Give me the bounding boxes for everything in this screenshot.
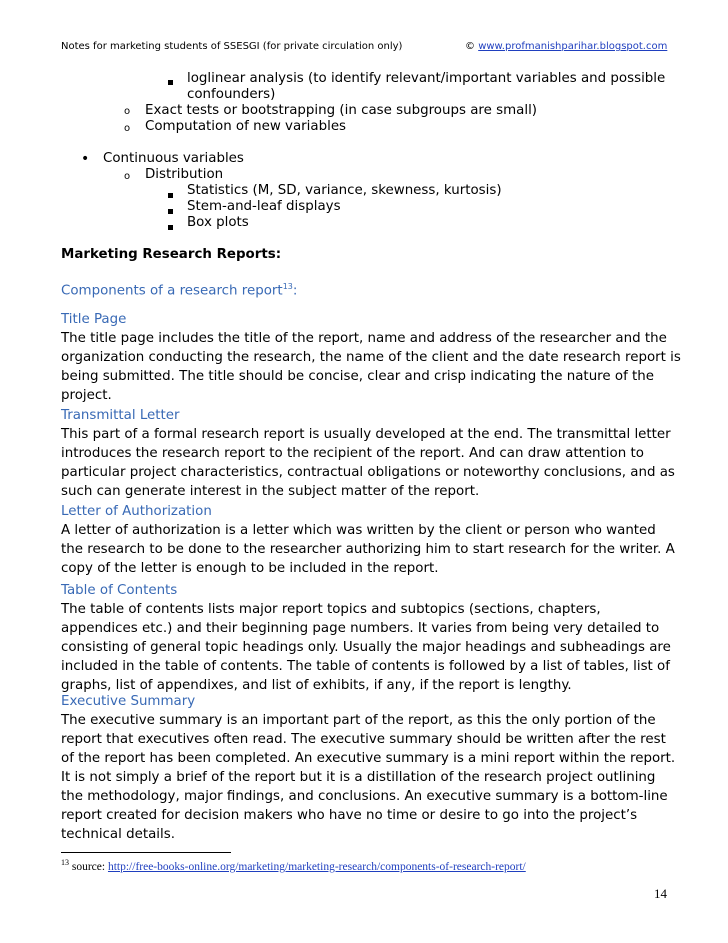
- paragraph-line: consisting of general topic headings only. Usually the major headings and subheadings are: [61, 640, 671, 655]
- paragraph-line: organization conducting the research, the name of the client and the date research report is: [61, 350, 681, 365]
- square-bullet-icon: [168, 219, 173, 235]
- paragraph-line: The executive summary is an important part of the report, as this the only portion of the: [61, 713, 656, 728]
- paragraph-line: The table of contents lists major report topics and subtopics (sections, chapters,: [61, 602, 601, 617]
- paragraph-line: being submitted. The title should be concise, clear and crisp indicating the nature of the: [61, 369, 655, 384]
- paragraph-line: the research to be done to the researcher authorizing him to start research for the writer. A: [61, 542, 675, 557]
- circle-bullet-icon: o: [124, 123, 131, 134]
- components-heading: [61, 279, 297, 299]
- blog-link[interactable]: www.profmanishparihar.blogspot.com: [478, 41, 668, 52]
- transmittal-section: [61, 406, 676, 501]
- list-item-statistics: Statistics (M, SD, variance, skewness, kurtosis): [187, 183, 502, 198]
- executive-heading: Executive Summary: [61, 694, 196, 709]
- circle-bullet-icon: o: [124, 171, 131, 182]
- paragraph-line: the methodology, major findings, and conclusions. An executive summary is a bottom-line: [61, 789, 668, 804]
- section-heading: Marketing Research Reports:: [61, 247, 282, 262]
- list-item-stem-leaf: Stem-and-leaf displays: [187, 199, 341, 214]
- paragraph-line: The title page includes the title of the report, name and address of the researcher and the: [61, 331, 667, 346]
- toc-heading: Table of Contents: [61, 583, 178, 598]
- header-copyright: [465, 41, 667, 52]
- paragraph-line: report that executives often read. The executive summary should be written after the rest: [61, 732, 666, 747]
- footnote-number: 13: [61, 858, 69, 867]
- paragraph-line: It is not simply a brief of the report but it is a distillation of the research project outlining: [61, 770, 656, 785]
- paragraph-line: of the report has been completed. An executive summary is a mini report within the report.: [61, 751, 676, 766]
- square-bullet-icon: [168, 187, 173, 203]
- title-page-section: [61, 310, 681, 405]
- paragraph-line: A letter of authorization is a letter which was written by the client or person who wanted: [61, 523, 656, 538]
- paragraph-line: introduces the research report to the recipient of the report. And can draw attention to: [61, 446, 644, 461]
- paragraph-line: particular project characteristics, contractual obligations or noteworthy conclusions, and as: [61, 465, 675, 480]
- authorization-section: [61, 502, 676, 578]
- title-page-heading: Title Page: [61, 312, 127, 327]
- list-item-loglinear: loglinear analysis (to identify relevant/important variables and possible: [187, 71, 666, 86]
- disc-bullet-icon: •: [81, 151, 90, 167]
- paragraph-line: appendices etc.) and their beginning page numbers. It varies from being very detailed to: [61, 621, 660, 636]
- paragraph-line: copy of the letter is enough to be included in the report.: [61, 561, 439, 576]
- list-item-continuous: Continuous variables: [103, 151, 244, 166]
- transmittal-heading: Transmittal Letter: [61, 408, 180, 423]
- executive-section: [61, 692, 676, 844]
- paragraph-line: included in the table of contents. The table of contents is followed by a list of tables, list of: [61, 659, 670, 674]
- footnote-ref: 13: [282, 282, 293, 291]
- footnote-link[interactable]: http://free-books-online.org/marketing/marketing-research/components-of-research-report/: [107, 860, 526, 873]
- header-text: Notes for marketing students of SSESGI (for private circulation only): [61, 41, 403, 52]
- square-bullet-icon: [168, 74, 173, 90]
- toc-section: [61, 581, 676, 695]
- paragraph-line: technical details.: [61, 827, 175, 842]
- circle-bullet-icon: o: [124, 106, 131, 117]
- footnote-divider: [61, 852, 231, 853]
- components-text: Components of a research report: [61, 283, 283, 299]
- components-colon: :: [292, 283, 298, 299]
- paragraph-line: project.: [61, 388, 112, 403]
- list-item-box-plots: Box plots: [187, 215, 249, 230]
- paragraph-line: graphs, list of appendixes, and list of exhibits, if any, if the report is lengthy.: [61, 678, 572, 693]
- page-number: 14: [654, 886, 667, 901]
- paragraph-line: such can generate interest in the subject matter of the report.: [61, 484, 480, 499]
- paragraph-line: This part of a formal research report is usually developed at the end. The transmittal letter: [61, 427, 671, 442]
- authorization-heading: Letter of Authorization: [61, 504, 212, 519]
- list-item-computation: Computation of new variables: [145, 119, 347, 134]
- square-bullet-icon: [168, 203, 173, 219]
- paragraph-line: report created for decision makers who have no time or desire to go into the project’s: [61, 808, 638, 823]
- footnote-label: source:: [71, 860, 106, 873]
- footnote: [61, 858, 526, 873]
- list-item-distribution: Distribution: [145, 167, 224, 182]
- list-item-exact-tests: Exact tests or bootstrapping (in case subgroups are small): [145, 103, 538, 118]
- list-item-loglinear-cont: confounders): [187, 87, 276, 102]
- page-header: [61, 41, 671, 57]
- copyright-symbol: ©: [465, 41, 475, 52]
